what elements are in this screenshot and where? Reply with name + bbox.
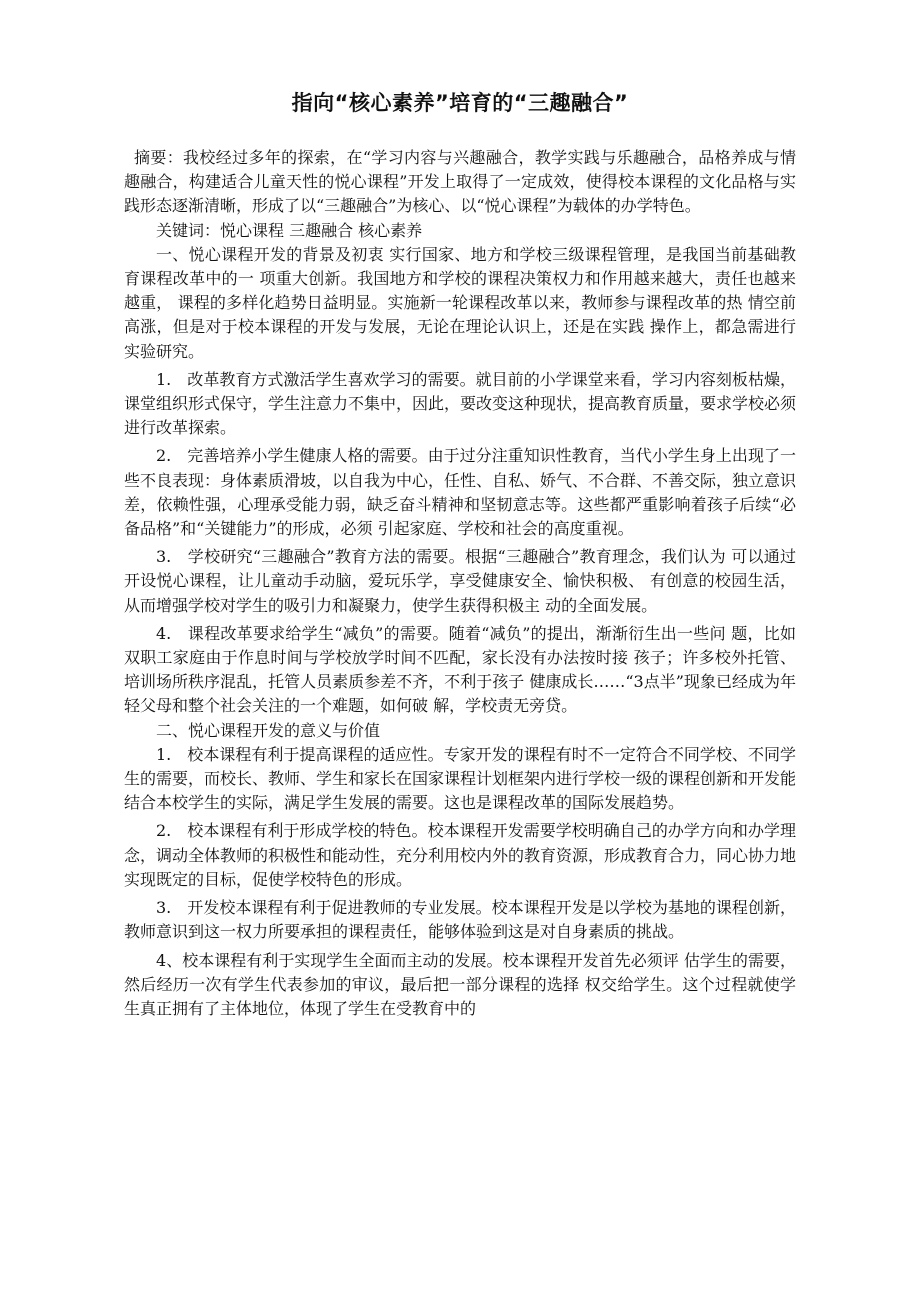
keywords-paragraph: 关键词：悦心课程 三趣融合 核心素养 bbox=[156, 220, 423, 240]
document-title: 指向“核心素养”培育的“三趣融合” bbox=[291, 91, 629, 115]
section-two-item-3: 3. 开发校本课程有利于促进教师的专业发展。校本课程开发是以学校为基地的课程创新，教师意识到这一权力所要承担的课程责任，能够体验到这是对自身素质的挑战。 bbox=[124, 898, 796, 942]
section-two-heading: 二、悦心课程开发的意义与价值 bbox=[156, 720, 381, 740]
section-one-paragraph: 一、悦心课程开发的背景及初衷 实行国家、地方和学校三级课程管理，是我国当前基础教育课程改革中的一 项重大创新。我国地方和学校的课程决策权力和作用越来越大，责任也越来越重， 课程的多样化趋势日益明显。实施新一轮课程改革以来，教师参与课程改革的热 情空前高涨，但是对于校本课程的开发与发展，无论在理论认识上，还是在实践 操作上，都急需进行实验研究。 bbox=[124, 244, 796, 361]
section-one-item-3: 3. 学校研究“三趣融合”教育方法的需要。根据“三趣融合”教育理念，我们认为 可以通过开设悦心课程，让儿童动手动脑，爱玩乐学，享受健康安全、愉快积极、 有创意的校园生活，从而增强学校对学生的吸引力和凝聚力，使学生获得积极主 动的全面发展。 bbox=[124, 547, 796, 615]
abstract-paragraph: 摘要：我校经过多年的探索，在“学习内容与兴趣融合，教学实践与乐趣融合，品格养成与情趣融合，构建适合儿童天性的悦心课程”开发上取得了一定成效，使得校本课程的文化品格与实践形态逐渐清晰，形成了以“三趣融合”为核心、以“悦心课程”为载体的办学特色。 bbox=[124, 148, 796, 216]
section-two-item-1: 1. 校本课程有利于提高课程的适应性。专家开发的课程有时不一定符合不同学校、不同学生的需要，而校长、教师、学生和家长在国家课程计划框架内进行学校一级的课程创新和开发能结合本校学生的实际，满足学生发展的需要。这也是课程改革的国际发展趋势。 bbox=[124, 744, 797, 813]
section-one-item-1: 1. 改革教育方式激活学生喜欢学习的需要。就目前的小学课堂来看，学习内容刻板枯燥，课堂组织形式保守，学生注意力不集中，因此，要改变这种现状，提高教育质量，要求学校必须进行改革探索。 bbox=[124, 369, 797, 438]
section-one-item-4: 4. 课程改革要求给学生“减负”的需要。随着“减负”的提出，渐渐衍生出一些问 题，比如双职工家庭由于作息时间与学校放学时间不匹配，家长没有办法按时接 孩子；许多校外托管、培训场所秩序混乱，托管人员素质参差不齐，不利于孩子 健康成长……“3点半”现象已经成为年轻父母和整个社会关注的一个难题，如何破 解，学校责无旁贷。 bbox=[124, 623, 796, 716]
section-one-item-2: 2. 完善培养小学生健康人格的需要。由于过分注重知识性教育，当代小学生身上出现了一些不良表现：身体素质滑坡，以自我为中心，任性、自私、娇气、不合群、不善交际，独立意识差，依赖性强，心理承受能力弱，缺乏奋斗精神和坚韧意志等。这些都严重影响着孩子后续“必备品格”和“关键能力”的形成，必须 引起家庭、学校和社会的高度重视。 bbox=[124, 446, 797, 539]
section-two-item-4: 4、校本课程有利于实现学生全面而主动的发展。校本课程开发首先必须评 估学生的需要，然后经历一次有学生代表参加的审议，最后把一部分课程的选择 权交给学生。这个过程就使学生真正拥有了主体地位，体现了学生在受教育中的 bbox=[124, 950, 796, 1018]
document-body bbox=[124, 146, 796, 1021]
section-two-item-2: 2. 校本课程有利于形成学校的特色。校本课程开发需要学校明确自己的办学方向和办学理念，调动全体教师的积极性和能动性，充分利用校内外的教育资源，形成教育合力，同心协力地实现既定的目标，促使学校特色的形成。 bbox=[124, 821, 797, 889]
